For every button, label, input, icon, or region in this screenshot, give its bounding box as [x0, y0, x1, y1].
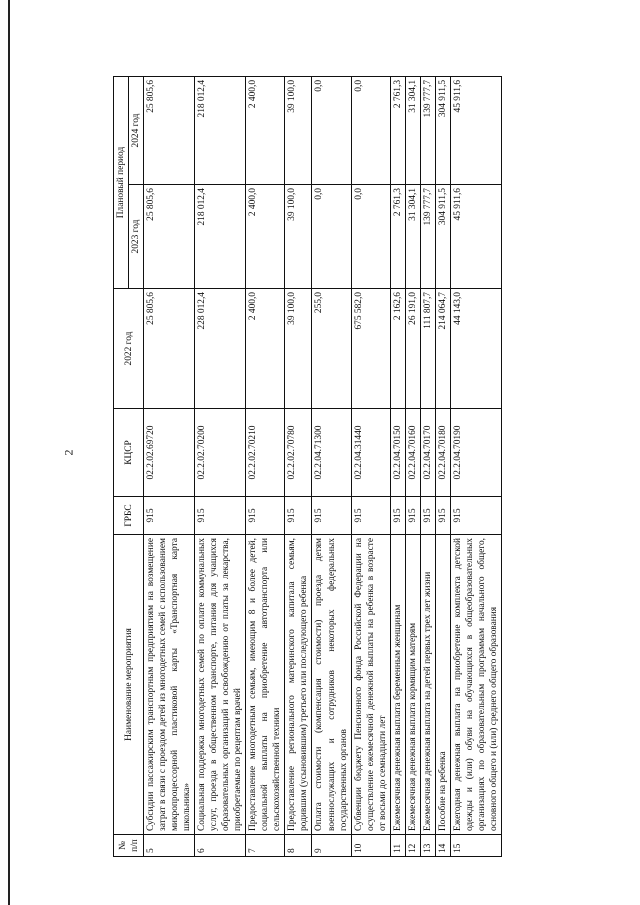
row-kcsr: 02.2.04.70170: [420, 409, 435, 497]
rotated-page-content: [113, 77, 640, 857]
row-number: 5: [144, 835, 195, 857]
row-amount-2024: 304 911,5: [435, 76, 450, 184]
table-row: [285, 76, 312, 856]
row-amount-2024: 45 911,6: [450, 76, 501, 184]
row-amount-2023: 218 012,4: [195, 185, 246, 289]
row-number: 8: [285, 835, 312, 857]
row-kcsr: 02.2.02.70200: [195, 409, 246, 497]
table-row: [351, 76, 390, 856]
table-header: [114, 76, 144, 856]
row-kcsr: 02.2.02.69720: [144, 409, 195, 497]
row-name: Ежегодная денежная выплата на приобретение комплекта детской одежды и (или) обуви на обучающихся в общеобразовательных организациях по образовательным программам начального общего, основного общего и (или) среднего общего образования: [450, 535, 501, 835]
row-number: 12: [405, 835, 420, 857]
table-row: [390, 76, 405, 856]
table-row: [450, 76, 501, 856]
row-amount-2022: 44 143,0: [450, 289, 501, 409]
row-amount-2023: 39 100,0: [285, 185, 312, 289]
row-amount-2022: 675 582,0: [351, 289, 390, 409]
row-name: Предоставление многодетным семьям, имеющим 8 и более детей, социальной выплаты на приобретение автотранспорта или сельскохозяйственной техники: [246, 535, 285, 835]
row-grbs: 915: [144, 497, 195, 535]
row-grbs: 915: [450, 497, 501, 535]
budget-table: [113, 76, 502, 857]
row-grbs: 915: [285, 497, 312, 535]
header-planned-period: Плановый период: [114, 76, 129, 288]
row-grbs: 915: [405, 497, 420, 535]
row-number: 9: [312, 835, 351, 857]
row-kcsr: 02.2.04.70180: [435, 409, 450, 497]
row-name: Пособие на ребенка: [435, 535, 450, 835]
row-amount-2023: 25 805,6: [144, 185, 195, 289]
row-amount-2022: 25 805,6: [144, 289, 195, 409]
header-year-2023: 2023 год: [129, 185, 144, 289]
table-row: [195, 76, 246, 856]
row-number: 10: [351, 835, 390, 857]
row-grbs: 915: [390, 497, 405, 535]
row-amount-2022: 255,0: [312, 289, 351, 409]
row-amount-2022: 214 064,7: [435, 289, 450, 409]
row-kcsr: 02.2.04.70150: [390, 409, 405, 497]
header-kcsr: КЦСР: [114, 409, 144, 497]
row-grbs: 915: [351, 497, 390, 535]
row-amount-2024: 2 400,0: [246, 76, 285, 184]
header-number-cell: [114, 835, 144, 857]
header-grbs: ГРБС: [114, 497, 144, 535]
header-year-2024: 2024 год: [129, 76, 144, 184]
row-amount-2023: 139 777,7: [420, 185, 435, 289]
row-amount-2023: 2 761,3: [390, 185, 405, 289]
row-amount-2024: 0,0: [351, 76, 390, 184]
row-grbs: 915: [312, 497, 351, 535]
row-kcsr: 02.2.02.70780: [285, 409, 312, 497]
row-name: Субсидии пассажирским транспортным предприятиям на возмещение затрат в связи с проездом детей из многодетных семей с использованием микропроцессорной пластиковой карты «Транспортная карта школьника»: [144, 535, 195, 835]
row-amount-2023: 2 400,0: [246, 185, 285, 289]
row-name: Социальная поддержка многодетных семей по оплате коммунальных услуг, проезда в общественном транспорте, питания для учащихся образовательных организаций и освобождению от платы за лекарства, приобретаемые по рецептам врачей: [195, 535, 246, 835]
row-amount-2024: 218 012,4: [195, 76, 246, 184]
table-row: [246, 76, 285, 856]
table-row: [144, 76, 195, 856]
row-number: 7: [246, 835, 285, 857]
row-amount-2022: 228 012,4: [195, 289, 246, 409]
binding-edge-line: [8, 0, 10, 905]
row-amount-2022: 2 162,6: [390, 289, 405, 409]
row-kcsr: 02.2.04.31440: [351, 409, 390, 497]
row-amount-2024: 139 777,7: [420, 76, 435, 184]
row-kcsr: 02.2.04.70190: [450, 409, 501, 497]
row-number: 11: [390, 835, 405, 857]
header-name: Наименование мероприятия: [114, 535, 144, 835]
table-row: [435, 76, 450, 856]
row-amount-2023: 304 911,5: [435, 185, 450, 289]
row-amount-2023: 0,0: [312, 185, 351, 289]
row-name: Ежемесячная денежная выплата беременным женщинам: [390, 535, 405, 835]
row-name: Ежемесячная денежная выплата на детей первых трех лет жизни: [420, 535, 435, 835]
row-amount-2024: 2 761,3: [390, 76, 405, 184]
row-number: 15: [450, 835, 501, 857]
row-grbs: 915: [246, 497, 285, 535]
header-number-sub: п/п: [129, 839, 140, 852]
row-kcsr: 02.2.04.71300: [312, 409, 351, 497]
row-kcsr: 02.2.02.70210: [246, 409, 285, 497]
table-row: [405, 76, 420, 856]
row-kcsr: 02.2.04.70160: [405, 409, 420, 497]
row-name: Субвенции бюджету Пенсионного фонда Российской Федерации на осуществление ежемесячной денежной выплаты на ребенка в возрасте от восьми до семнадцати лет: [351, 535, 390, 835]
row-amount-2024: 31 304,1: [405, 76, 420, 184]
row-amount-2023: 31 304,1: [405, 185, 420, 289]
row-grbs: 915: [420, 497, 435, 535]
row-amount-2022: 2 400,0: [246, 289, 285, 409]
row-amount-2023: 0,0: [351, 185, 390, 289]
table-row: [420, 76, 435, 856]
row-grbs: 915: [435, 497, 450, 535]
row-amount-2024: 39 100,0: [285, 76, 312, 184]
row-amount-2024: 0,0: [312, 76, 351, 184]
row-name: Оплата стоимости (компенсация стоимости) проезда детям военнослужащих и сотрудников некоторых федеральных государственных органов: [312, 535, 351, 835]
row-amount-2022: 26 191,0: [405, 289, 420, 409]
page-number: 2: [61, 449, 76, 456]
row-name: Ежемесячная денежная выплата кормящим матерям: [405, 535, 420, 835]
row-amount-2023: 45 911,6: [450, 185, 501, 289]
row-grbs: 915: [195, 497, 246, 535]
row-amount-2022: 39 100,0: [285, 289, 312, 409]
header-number: №: [117, 841, 128, 850]
header-year-2022: 2022 год: [114, 289, 144, 409]
row-amount-2022: 111 807,7: [420, 289, 435, 409]
row-name: Предоставление регионального материнского капитала семьям, родившим (усыновившим) третьего или последующего ребенка: [285, 535, 312, 835]
row-number: 6: [195, 835, 246, 857]
row-amount-2024: 25 805,6: [144, 76, 195, 184]
row-number: 13: [420, 835, 435, 857]
table-row: [312, 76, 351, 856]
row-number: 14: [435, 835, 450, 857]
